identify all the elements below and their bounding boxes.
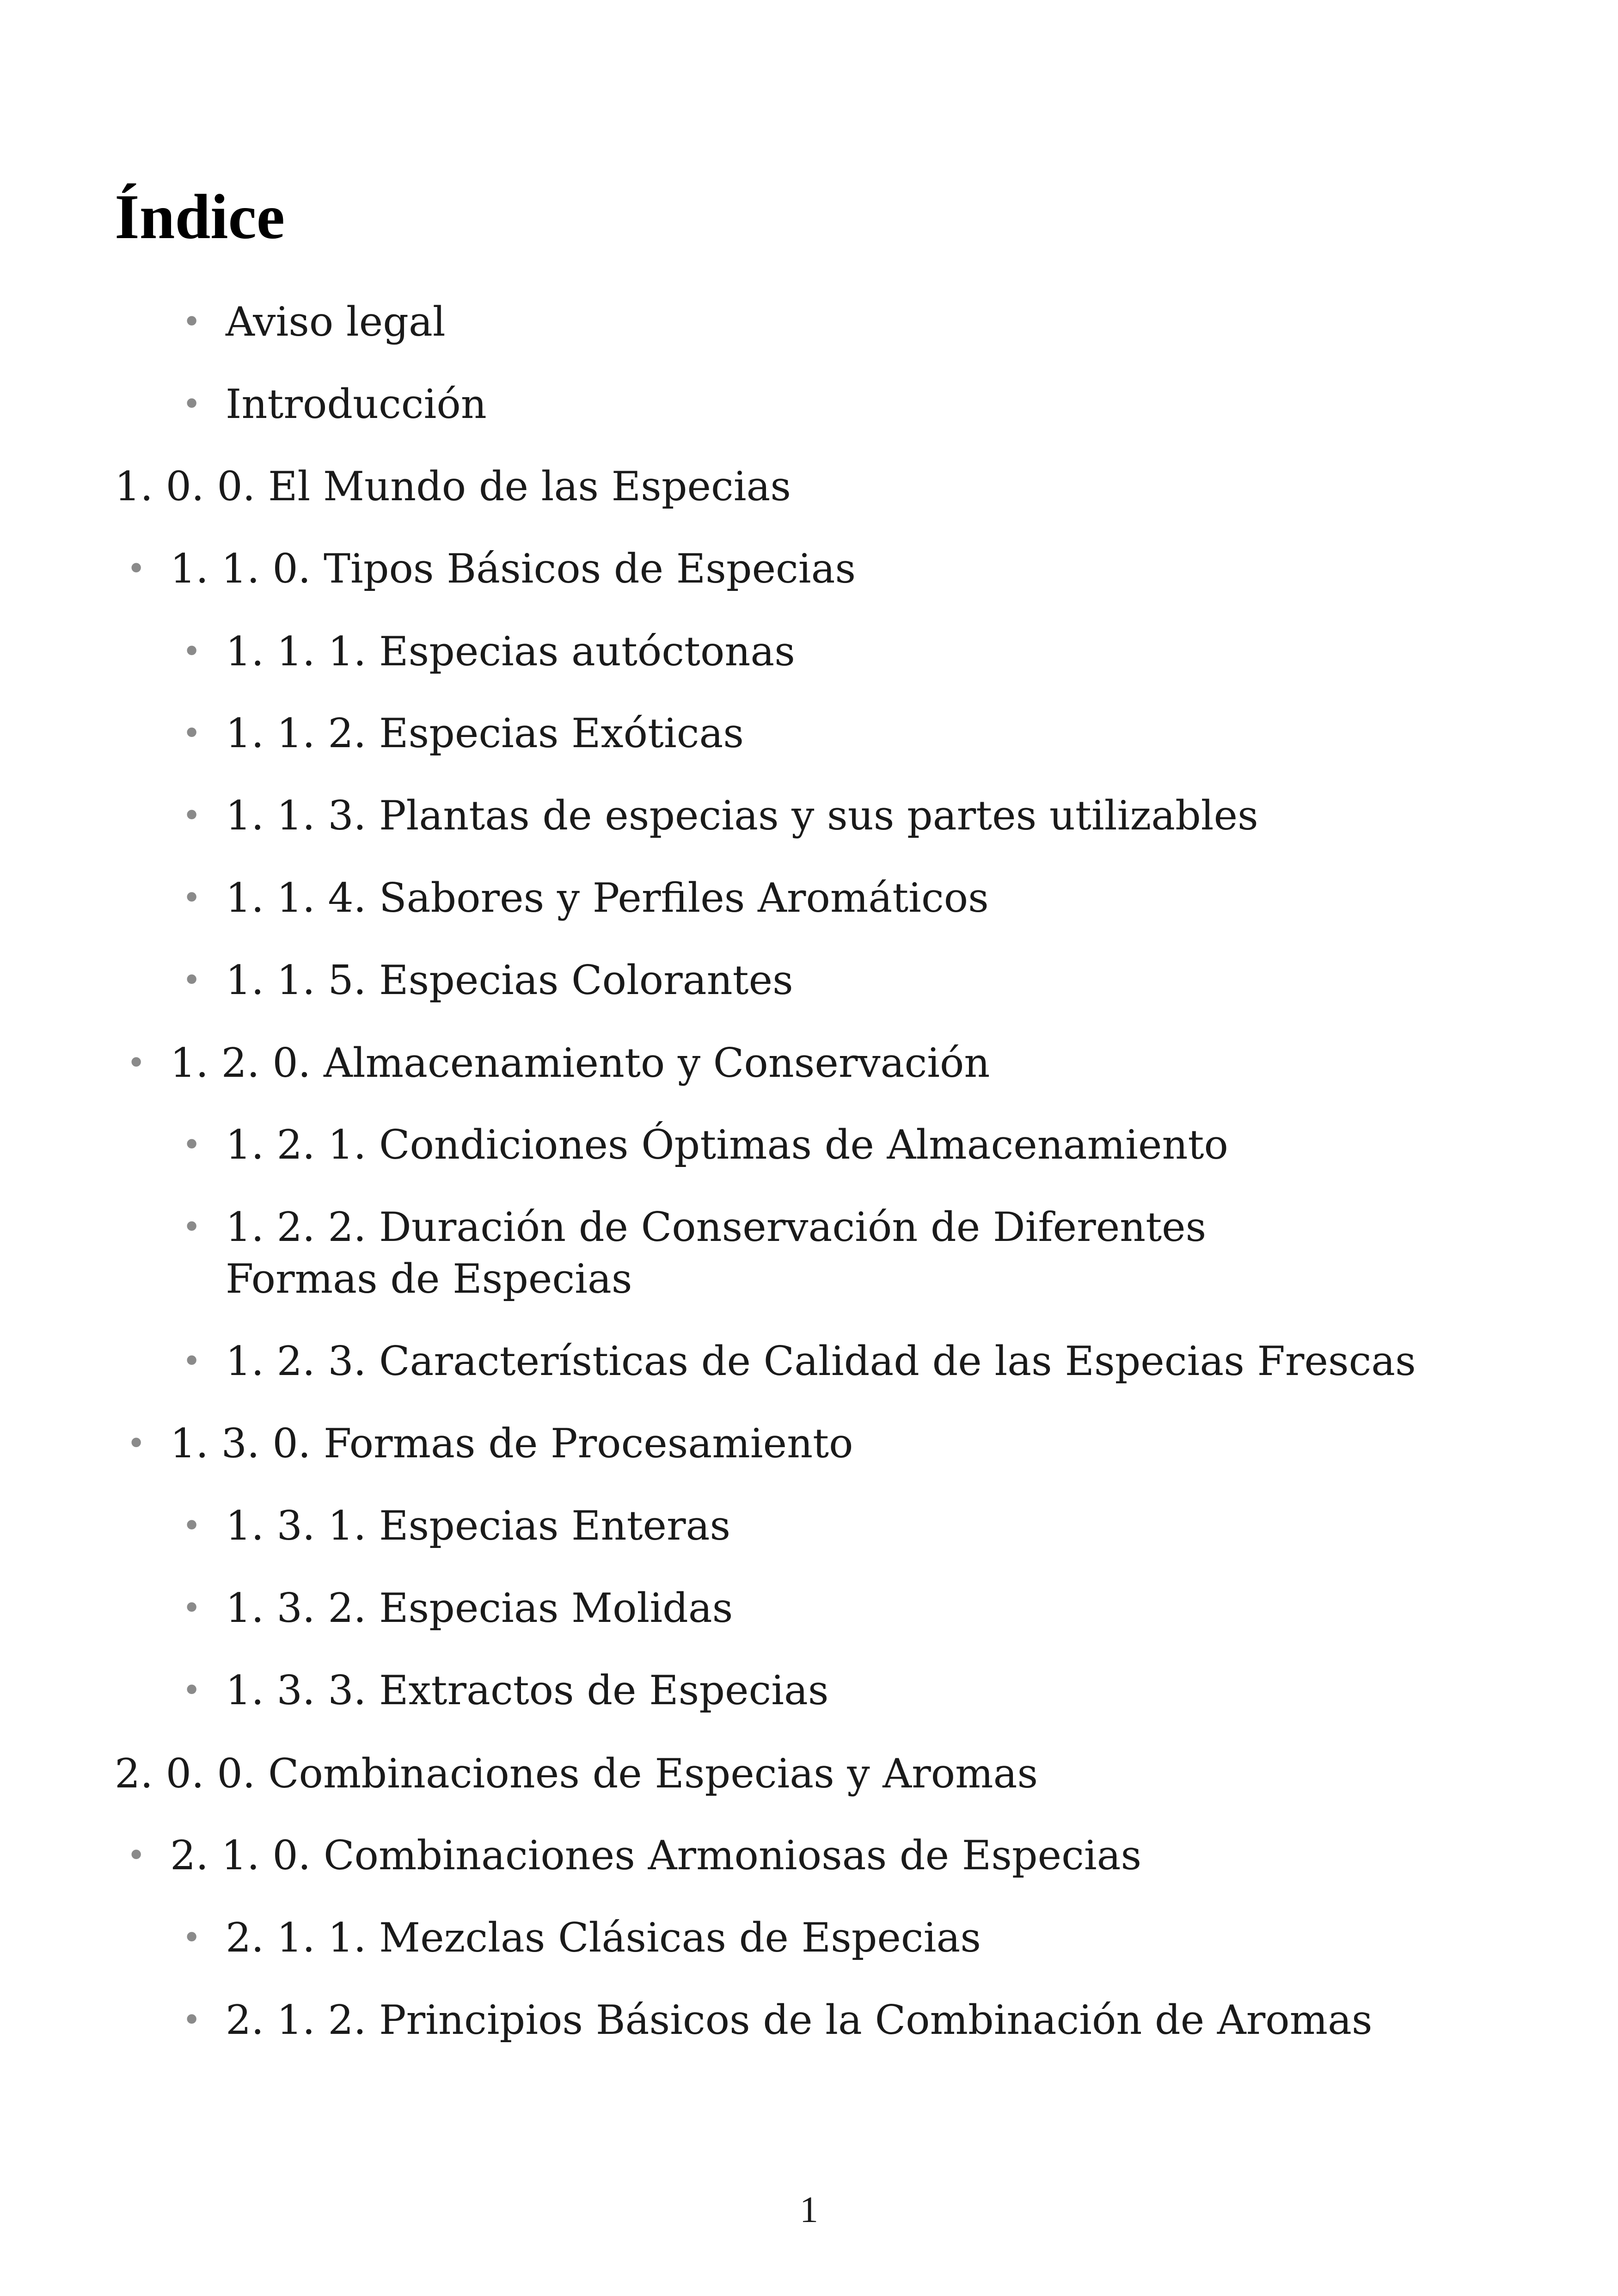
- toc-entry-label: 1. 3. 2. Especias Molidas: [226, 1584, 733, 1632]
- toc-entry[interactable]: [182, 1500, 731, 1552]
- toc-entry-label: 1. 2. 2. Duración de Conservación de Diferentes Formas de Especias: [226, 1203, 1207, 1302]
- toc-entry-label: 1. 1. 4. Sabores y Perfiles Aromáticos: [226, 874, 989, 921]
- bullet-icon: •: [182, 1507, 202, 1545]
- toc-entry-label: 1. 2. 3. Características de Calidad de las Especias Frescas: [226, 1338, 1416, 1385]
- toc-entry[interactable]: [127, 1418, 853, 1469]
- toc-entry[interactable]: [182, 954, 793, 1006]
- toc-entry-label: 2. 0. 0. Combinaciones de Especias y Aromas: [115, 1750, 1038, 1797]
- toc-entry-label: 2. 1. 2. Principios Básicos de la Combinación de Aromas: [226, 1996, 1373, 2044]
- toc-entry[interactable]: [182, 1582, 733, 1634]
- bullet-icon: •: [127, 1836, 146, 1874]
- toc-entry-label: 1. 1. 0. Tipos Básicos de Especias: [170, 545, 856, 592]
- toc-entry-label: Introducción: [226, 381, 487, 428]
- bullet-icon: •: [182, 797, 202, 835]
- toc-entry[interactable]: [115, 1748, 1038, 1799]
- toc-entry[interactable]: [182, 1994, 1373, 2046]
- toc-entry-label: 1. 1. 1. Especias autóctonas: [226, 628, 795, 675]
- bullet-icon: •: [182, 1671, 202, 1709]
- bullet-icon: •: [182, 1126, 202, 1164]
- toc-entry[interactable]: [127, 543, 856, 595]
- toc-entry-label: Aviso legal: [226, 298, 446, 345]
- bullet-icon: •: [182, 879, 202, 917]
- toc-entry[interactable]: [182, 1201, 1368, 1305]
- toc-entry-label: 1. 3. 1. Especias Enteras: [226, 1502, 731, 1549]
- bullet-icon: •: [182, 1589, 202, 1627]
- bullet-icon: •: [182, 1342, 202, 1380]
- toc-entry[interactable]: [182, 626, 795, 677]
- bullet-icon: •: [182, 1919, 202, 1957]
- toc-entry[interactable]: [182, 296, 446, 348]
- toc-entry-label: 1. 1. 3. Plantas de especias y sus partes utilizables: [226, 792, 1258, 839]
- bullet-icon: •: [127, 1044, 146, 1082]
- toc-entry[interactable]: [127, 1829, 1142, 1881]
- toc-entry[interactable]: [182, 790, 1258, 841]
- bullet-icon: •: [127, 550, 146, 588]
- bullet-icon: •: [182, 385, 202, 423]
- bullet-icon: •: [182, 1208, 202, 1246]
- toc-entry-label: 1. 3. 0. Formas de Procesamiento: [170, 1420, 853, 1467]
- toc-entry[interactable]: [182, 1119, 1228, 1171]
- toc-entry-label: 1. 1. 2. Especias Exóticas: [226, 710, 744, 757]
- toc-entry[interactable]: [182, 1912, 981, 1964]
- page-title: Índice: [115, 181, 285, 252]
- toc-entry[interactable]: [115, 460, 791, 512]
- toc-entry[interactable]: [182, 378, 487, 430]
- page-number: 1: [800, 2190, 818, 2230]
- toc-entry[interactable]: [182, 872, 989, 924]
- bullet-icon: •: [182, 303, 202, 341]
- bullet-icon: •: [127, 1424, 146, 1462]
- toc-entry[interactable]: [182, 1664, 829, 1716]
- bullet-icon: •: [182, 714, 202, 752]
- toc-entry-label: 1. 2. 1. Condiciones Óptimas de Almacenamiento: [226, 1121, 1228, 1168]
- bullet-icon: •: [182, 961, 202, 999]
- toc-entry-label: 1. 0. 0. El Mundo de las Especias: [115, 463, 791, 510]
- bullet-icon: •: [182, 632, 202, 670]
- toc-entry[interactable]: [127, 1037, 990, 1089]
- toc-entry-label: 2. 1. 0. Combinaciones Armoniosas de Especias: [170, 1832, 1142, 1879]
- bullet-icon: •: [182, 2001, 202, 2039]
- toc-entry[interactable]: [182, 1335, 1416, 1387]
- toc-entry[interactable]: [182, 707, 744, 759]
- toc-entry-label: 1. 3. 3. Extractos de Especias: [226, 1667, 829, 1714]
- toc-entry-label: 1. 2. 0. Almacenamiento y Conservación: [170, 1039, 990, 1087]
- toc-entry-label: 2. 1. 1. Mezclas Clásicas de Especias: [226, 1914, 981, 1961]
- toc-entry-label: 1. 1. 5. Especias Colorantes: [226, 957, 793, 1004]
